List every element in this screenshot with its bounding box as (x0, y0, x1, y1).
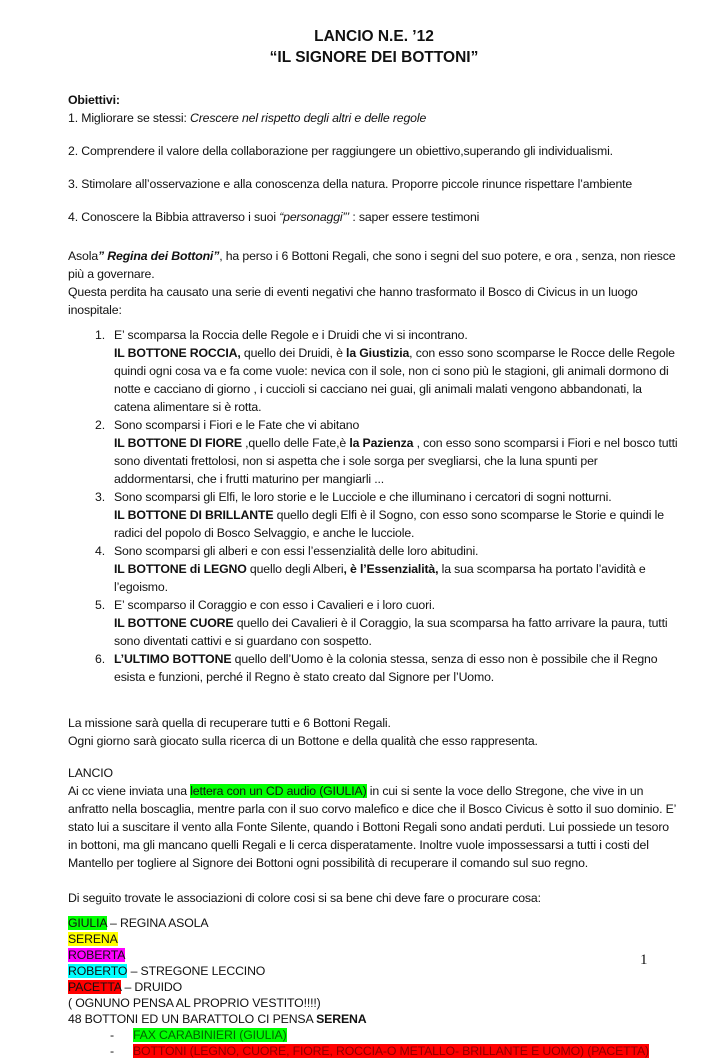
text-run: Asola (68, 249, 99, 263)
text-run: IL BOTTONE CUORE (114, 616, 234, 630)
event-number: 4. (95, 544, 105, 558)
text-run: quello dei Cavalieri è il Coraggio, la sua scomparsa ha fatto arrivare la paura, tutti sono diventati cattivi e si guardano con sospetto. (114, 616, 668, 648)
dash-bullet: - (110, 1028, 114, 1042)
event-body (114, 488, 680, 542)
event-body (114, 596, 680, 650)
highlighted-text: BOTTONI (LEGNO, CUORE, FIORE, ROCCIA-O METALLO- BRILLANTE E UOMO) (PACETTA) (133, 1044, 649, 1058)
text-run: quello dell’Uomo è la colonia stessa, senza di esso non è possibile che il Regno esista e funzioni, perché il Regno è stato creato dal Signore per l’Uomo. (114, 652, 658, 684)
buttons-line (68, 1011, 680, 1027)
document-content (68, 0, 680, 1059)
highlighted-text: lettera con un CD audio (GIULIA) (190, 784, 367, 798)
text-run: quello dei Druidi, è (240, 346, 347, 360)
text-run: , con esso sono scomparse le Rocce delle Regole quindi ogni cosa va e fa come vuole: nevica con il sole, non ci sono più le stagioni, gli animali dormono di notte e cacciano di giorno , i cuccioli si cacciano nei guai, gli animali malati vengono abbandonati, la catena alimentare si è rotta. (114, 346, 675, 414)
text-run: 1. Migliorare se stessi: (68, 111, 190, 125)
document-title (68, 0, 680, 68)
event-number: 1. (95, 328, 105, 342)
event-row (95, 326, 680, 416)
associations-intro: Di seguito trovate le associazioni di colore cosi si sa bene chi deve fare o procurare cosa: (68, 891, 541, 905)
highlighted-text: FAX CARABINIERI (GIULIA) (133, 1028, 287, 1042)
text-run: – REGINA ASOLA (106, 916, 209, 930)
page-number: 1 (640, 952, 648, 968)
objective-item-4 (68, 208, 680, 226)
event-row (95, 488, 680, 542)
person-association (68, 931, 680, 947)
event-body (114, 542, 680, 596)
costume-note: ( OGNUNO PENSA AL PROPRIO VESTITO!!!!) (68, 996, 321, 1010)
text-run: Sono scomparsi i Fiori e le Fate che vi abitano (114, 418, 360, 432)
objectives-heading: Obiettivi: (68, 93, 120, 107)
text-run: IL BOTTONE ROCCIA, (114, 346, 241, 360)
text-run: 2. Comprendere il valore della collaborazione per raggiungere un obiettivo,superando gli individualismi. (68, 144, 613, 158)
objective-item-2 (68, 142, 680, 160)
event-row (95, 542, 680, 596)
event-body (114, 326, 680, 416)
highlighted-text: SERENA (68, 932, 118, 946)
text-run: E’ scomparso il Coraggio e con esso i Cavalieri e i loro cuori. (114, 598, 435, 612)
event-row (95, 416, 680, 488)
text-run: ” Regina dei Bottoni” (98, 249, 220, 263)
text-run: “personaggi”’ (279, 210, 350, 224)
text-run: Sono scomparsi gli alberi e con essi l’essenzialità delle loro abitudini. (114, 544, 479, 558)
event-body (114, 650, 680, 686)
person-association (68, 963, 680, 979)
text-run: , ha perso i 6 Bottoni Regali, che sono i segni del suo potere, e ora , senza, non riesce più a governare. (68, 249, 676, 281)
text-run: – DRUIDO (121, 980, 182, 994)
event-row (95, 650, 680, 686)
text-run: Crescere nel rispetto degli altri e delle regole (190, 111, 427, 125)
text-run: in cui si sente la voce dello Stregone, che vive in un anfratto nella boscaglia, mentre parla con il suo corvo malefico e dice che il Bosco Civicus è sotto il suo dominio. E’ stato lui a suscitare il vento alla Fonte Silente, quando i Bottoni Regali sono andati perduti. Lui possiede un tesoro in bottoni, ma gli mancano quelli Regali e li cerca disperatamente. Inoltre vuole impossessarsi a tutti i costi del Mantello per togliere al Signore dei Bottoni ogni possibilità di recuperare il comando sul suo regno. (68, 784, 676, 870)
title-line-1: LANCIO N.E. ’12 (314, 28, 434, 45)
objective-item-3 (68, 175, 680, 193)
text-run: Questa perdita ha causato una serie di eventi negativi che hanno trasformato il Bosco di Civicus in un luogo inospitale: (68, 285, 638, 317)
dash-bullet: - (110, 1044, 114, 1058)
event-number: 5. (95, 598, 105, 612)
event-number: 3. (95, 490, 105, 504)
text-run: quello degli Elfi è il Sogno, con esso sono scomparse le Storie e quindi le radici del popolo di Bosco Selvaggio, e anche le lucciole. (114, 508, 664, 540)
text-run: quello degli Alberi (246, 562, 344, 576)
text-run: 3. Stimolare all’osservazione e alla conoscenza della natura. Proporre piccole rinunce rispettare l’ambiente (68, 177, 633, 191)
highlighted-text: PACETTA (68, 980, 122, 994)
person-association (68, 915, 680, 931)
text-run: 4. Conoscere la Bibbia attraverso i suoi (68, 210, 280, 224)
text-run: – STREGONE LECCINO (127, 964, 266, 978)
mission-line-2: Ogni giorno sarà giocato sulla ricerca di un Bottone e della qualità che esso rappresenta. (68, 734, 538, 748)
text-run: , con esso sono scomparsi i Fiori e nel bosco tutti sono diventati frettolosi, non si aspetta che i sole sorga per svegliarsi, che la luna spunti per addormentarsi, che i frutti maturino per mangiarli ... (114, 436, 678, 486)
highlighted-text: ROBERTO (68, 964, 128, 978)
launch-section (68, 764, 680, 872)
associations-section (68, 915, 680, 1059)
events-list (68, 326, 680, 686)
text-run: la sua scomparsa ha portato l’avidità e l’egoismo. (114, 562, 646, 594)
objectives-section (68, 91, 680, 226)
event-row (95, 596, 680, 650)
text-run: SERENA (316, 1012, 367, 1026)
task-row (110, 1027, 680, 1043)
text-run: la Pazienza (349, 436, 414, 450)
text-run: Sono scomparsi gli Elfi, le loro storie e le Lucciole e che illuminano i cercatori di sogni notturni. (114, 490, 612, 504)
mission-section (68, 714, 680, 750)
text-run: la Giustizia (346, 346, 410, 360)
text-run: : saper essere testimoni (349, 210, 480, 224)
launch-paragraph (68, 782, 680, 872)
text-run: E’ scomparsa la Roccia delle Regole e i Druidi che vi si incontrano. (114, 328, 468, 342)
text-run: , è l’Essenzialità, (343, 562, 439, 576)
text-run: IL BOTTONE DI FIORE (114, 436, 242, 450)
launch-heading: LANCIO (68, 766, 113, 780)
objective-item-1 (68, 109, 680, 127)
text-run: ,quello delle Fate,è (241, 436, 350, 450)
task-text (133, 1043, 680, 1059)
task-row (110, 1043, 680, 1059)
text-run: IL BOTTONE di LEGNO (114, 562, 247, 576)
event-body (114, 416, 680, 488)
text-run: Ai cc viene inviata una (68, 784, 191, 798)
text-run: 48 BOTTONI ED UN BARATTOLO CI PENSA (68, 1012, 317, 1026)
story-intro (68, 247, 680, 319)
highlighted-text: ROBERTA (68, 948, 126, 962)
event-number: 2. (95, 418, 105, 432)
mission-line-1: La missione sarà quella di recuperare tutti e 6 Bottoni Regali. (68, 716, 391, 730)
highlighted-text: GIULIA (68, 916, 107, 930)
person-association (68, 947, 680, 963)
person-association (68, 979, 680, 995)
event-number: 6. (95, 652, 105, 666)
text-run: IL BOTTONE DI BRILLANTE (114, 508, 274, 522)
task-text (133, 1027, 680, 1043)
title-line-2: “IL SIGNORE DEI BOTTONI” (269, 49, 479, 66)
text-run: L’ULTIMO BOTTONE (114, 652, 232, 666)
